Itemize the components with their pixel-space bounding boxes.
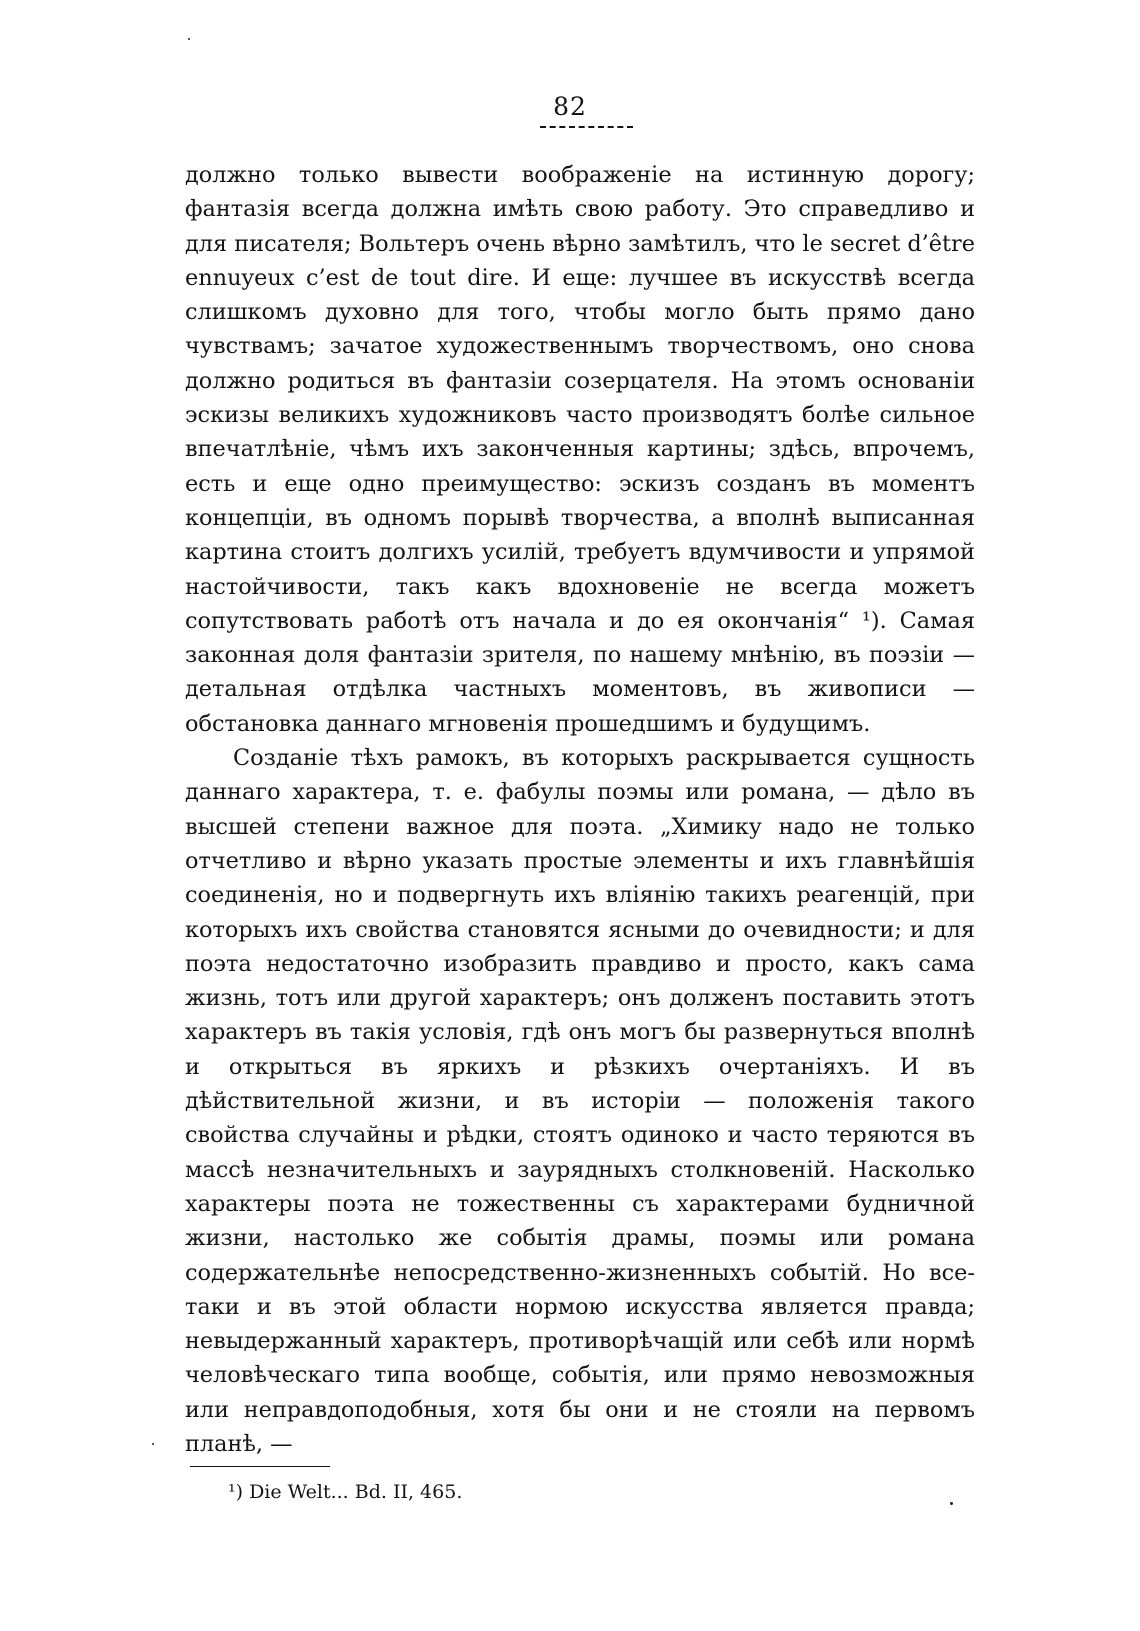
scan-speck bbox=[152, 1443, 154, 1445]
page-number: 82 bbox=[553, 92, 587, 121]
paragraph-2: Созданіе тѣхъ рамокъ, въ которыхъ раскрывается сущность даннаго характера, т. е. фабулы поэмы или романа, — дѣло въ высшей степени важное для поэта. „Химику надо не только отчетливо и вѣрно указать простые элементы и ихъ главнѣйшія соединенія, но и подвергнуть ихъ вліянію такихъ реагенцій, при которыхъ ихъ свойства становятся ясными до очевидности; и для поэта недостаточно изобразить правдиво и просто, какъ сама жизнь, тотъ или другой характеръ; онъ долженъ поставить этотъ характеръ въ такія условія, гдѣ онъ могъ бы развернуться вполнѣ и открыться въ яркихъ и рѣзкихъ очертаніяхъ. И въ дѣйствительной жизни, и въ исторіи — положенія такого свойства случайны и рѣдки, стоятъ одиноко и часто теряются въ массѣ незначительныхъ и заурядныхъ столкновеній. Насколько характеры поэта не тожественны съ характерами будничной жизни, настолько же событія драмы, поэмы или романа содержательнѣе непосредственно-жизненныхъ событій. Но все-таки и въ этой области нормою искусства является правда; невыдержанный характеръ, противорѣчащій или себѣ или нормѣ человѣческаго типа вообще, событія, или прямо невозможныя или неправдоподобныя, хотя бы они и не стояли на первомъ планѣ, — bbox=[185, 745, 975, 1457]
page-number-rule bbox=[540, 126, 633, 128]
scan-speck bbox=[950, 1502, 953, 1505]
main-text bbox=[185, 158, 975, 1461]
scan-speck bbox=[188, 38, 190, 40]
footnote: ¹) Die Welt... Bd. II, 465. bbox=[228, 1481, 463, 1503]
footnote-rule bbox=[190, 1466, 330, 1467]
paragraph-1: должно только вывести воображеніе на истинную дорогу; фантазія всегда должна имѣть свою работу. Это справедливо и для писателя; Вольтеръ очень вѣрно замѣтилъ, что le secret d’être ennuyeux c’est de tout dire. И еще: лучшее въ искусствѣ всегда слишкомъ духовно для того, чтобы могло быть прямо дано чувствамъ; зачатое художественнымъ творчествомъ, оно снова должно родиться въ фантазіи созерцателя. На этомъ основаніи эскизы великихъ художниковъ часто производятъ болѣе сильное впечатлѣніе, чѣмъ ихъ законченныя картины; здѣсь, впрочемъ, есть и еще одно преимущество: эскизъ созданъ въ моментъ концепціи, въ одномъ порывѣ творчества, а вполнѣ выписанная картина стоитъ долгихъ усилій, требуетъ вдумчивости и упрямой настойчивости, такъ какъ вдохновеніе не всегда можетъ сопутствовать работѣ отъ начала и до ея окончанія“ ¹). Самая законная доля фантазіи зрителя, по нашему мнѣнію, въ поэзіи — детальная отдѣлка частныхъ моментовъ, въ живописи — обстановка даннаго мгновенія прошедшимъ и будущимъ. bbox=[185, 162, 975, 737]
